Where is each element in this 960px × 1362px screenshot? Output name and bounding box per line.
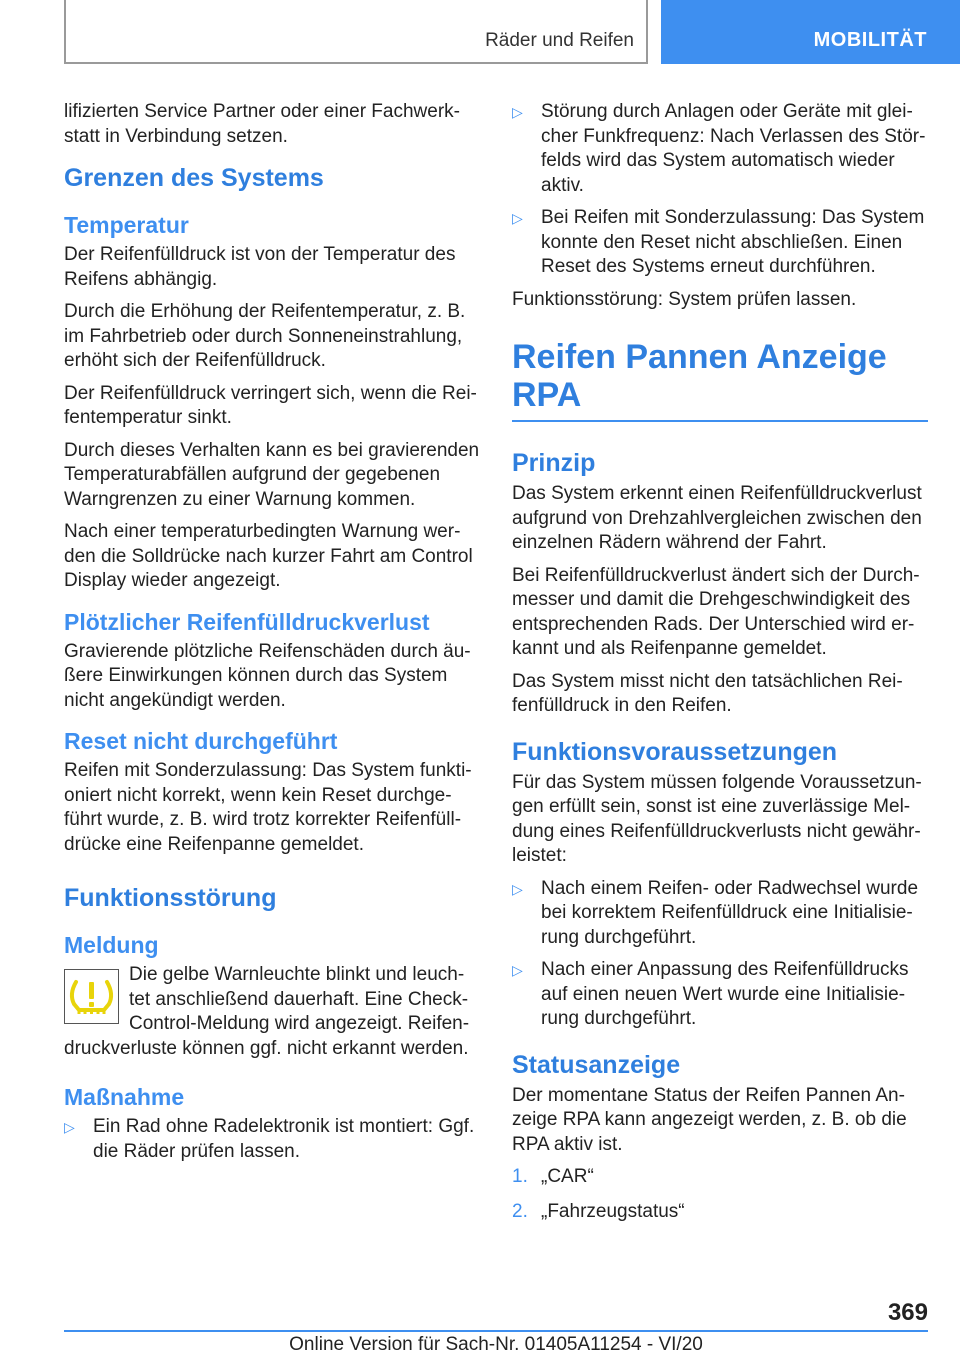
page-number: 369 [887,1299,928,1326]
list-item: ▷ Nach einer Anpassung des Reifenfülldrucks auf einen neuen Wert wurde eine Initialisie-rung durchgeführt. [512,959,909,1029]
triangle-right-icon: ▷ [512,880,523,897]
ploetzlich-paragraph: Gravierende plötzliche Reifenschäden durch äu-ßere Einwirkungen können durch das System nicht angekündigt werden. [64,640,471,711]
right-column [512,100,928,1234]
status-paragraph: Der momentane Status der Reifen Pannen An-zeige RPA kann angezeigt werden, z. B. ob die RPA aktiv ist. [512,1084,907,1155]
rpa-heading: Reifen Pannen Anzeige RPA [512,338,928,422]
header-chapter-title: MOBILITÄT [813,29,927,51]
meldung-block [64,963,480,1061]
temperatur-heading: Temperatur [64,212,189,238]
list-item: 2. „Fahrzeugstatus“ [512,1200,685,1222]
triangle-right-icon: ▷ [512,962,523,978]
status-heading: Statusanzeige [512,1050,681,1079]
header-section-title: Räder und Reifen [485,30,634,51]
temperatur-paragraph: Nach einer temperaturbedingten Warnung wer-den die Solldrücke nach kurzer Fahrt am Control Display wieder angezeigt. [64,521,473,591]
list-item: ▷ Bei Reifen mit Sonderzulassung: Das System konnte den Reset nicht abschließen. Einen Reset des Systems erneut durchführen. [512,207,925,277]
prinzip-paragraph: Bei Reifenfülldruckverlust ändert sich der Durch-messer und damit die Drehgeschwindigkeit des entsprechenden Rads. Der Unterschied wird er-kannt und als Reifenpanne gemeldet. [512,564,920,659]
temperatur-paragraph: Durch die Erhöhung der Reifentemperatur, z. B. im Fahrbetrieb oder durch Sonneneinstrahlung, erhöht sich der Reifenfülldruck. [64,301,466,371]
ploetzlich-heading: Plötzlicher Reifenfülldruckverlust [64,608,430,635]
triangle-right-icon: ▷ [512,104,523,120]
temperatur-paragraph: Der Reifenfülldruck ist von der Temperatur des Reifens abhängig. [64,244,456,290]
meldung-heading: Meldung [64,932,159,958]
prinzip-heading: Prinzip [512,449,596,477]
voraus-paragraph: Für das System müssen folgende Voraussetzun-gen erfüllt sein, sonst ist eine zuverlässige Mel-dung eines Reifenfülldruckverlusts nicht gewähr-leistet: [512,771,922,866]
triangle-right-icon: ▷ [512,210,523,226]
header-section-box [64,0,648,64]
stoerung-list [512,100,928,280]
list-item: ▷ Ein Rad ohne Radelektronik ist montiert: Ggf. die Räder prüfen lassen. [64,1116,475,1162]
intro-paragraph: lifizierten Service Partner oder einer Fachwerk-statt in Verbindung setzen. [64,101,460,147]
meldung-paragraph: Die gelbe Warnleuchte blinkt und leuch-tet anschließend dauerhaft. Eine Check-Control-Meldung wird angezeigt. Reifen-druckverluste können ggf. nicht erkannt werden. [64,964,470,1059]
grenzen-heading: Grenzen des Systems [64,164,324,192]
stoerung-heading: Funktionsstörung [64,884,277,912]
footer-divider [64,1330,928,1332]
reset-heading: Reset nicht durchgeführt [64,728,338,754]
massnahme-list [64,1115,480,1164]
tire-pressure-warning-icon [64,969,119,1024]
status-steps [512,1165,928,1224]
reset-paragraph: Reifen mit Sonderzulassung: Das System funkti-oniert nicht korrekt, wenn kein Reset durchge-führt wurde, z. B. wird trotz korrekter Reifenfüll-drücke eine Reifenpanne gemeldet. [64,760,472,855]
temperatur-paragraph: Der Reifenfülldruck verringert sich, wenn die Rei-fentemperatur sinkt. [64,382,477,428]
stoerung-pruefen-paragraph: Funktionsstörung: System prüfen lassen. [512,288,857,310]
massnahme-heading: Maßnahme [64,1084,185,1110]
voraus-heading: Funktionsvoraussetzungen [512,737,838,766]
footer-text: Online Version für Sach-Nr. 01405A11254 - VI/20 [289,1334,703,1355]
list-item: 1. „CAR“ [512,1166,594,1187]
prinzip-paragraph: Das System misst nicht den tatsächlichen Rei-fenfülldruck in den Reifen. [512,670,903,716]
voraus-list [512,877,928,1032]
list-item: ▷ Störung durch Anlagen oder Geräte mit glei-cher Funkfrequenz: Nach Verlassen des Stör-felds wird das System automatisch wieder aktiv. [512,101,926,196]
left-column [64,100,480,1172]
prinzip-paragraph: Das System erkennt einen Reifenfülldruckverlust aufgrund von Drehzahlvergleichen zwischen den einzelnen Rädern während der Fahrt. [512,483,922,553]
header-chapter-tab [661,0,960,64]
temperatur-paragraph: Durch dieses Verhalten kann es bei gravierenden Temperaturabfällen aufgrund der gegebenen Warngrenzen zu einer Warnung kommen. [64,439,480,510]
list-item: ▷ Nach einem Reifen- oder Radwechsel wurde bei korrektem Reifenfülldruck eine Initialisie-rung durchgeführt. [512,877,919,948]
triangle-right-icon: ▷ [64,1119,75,1135]
